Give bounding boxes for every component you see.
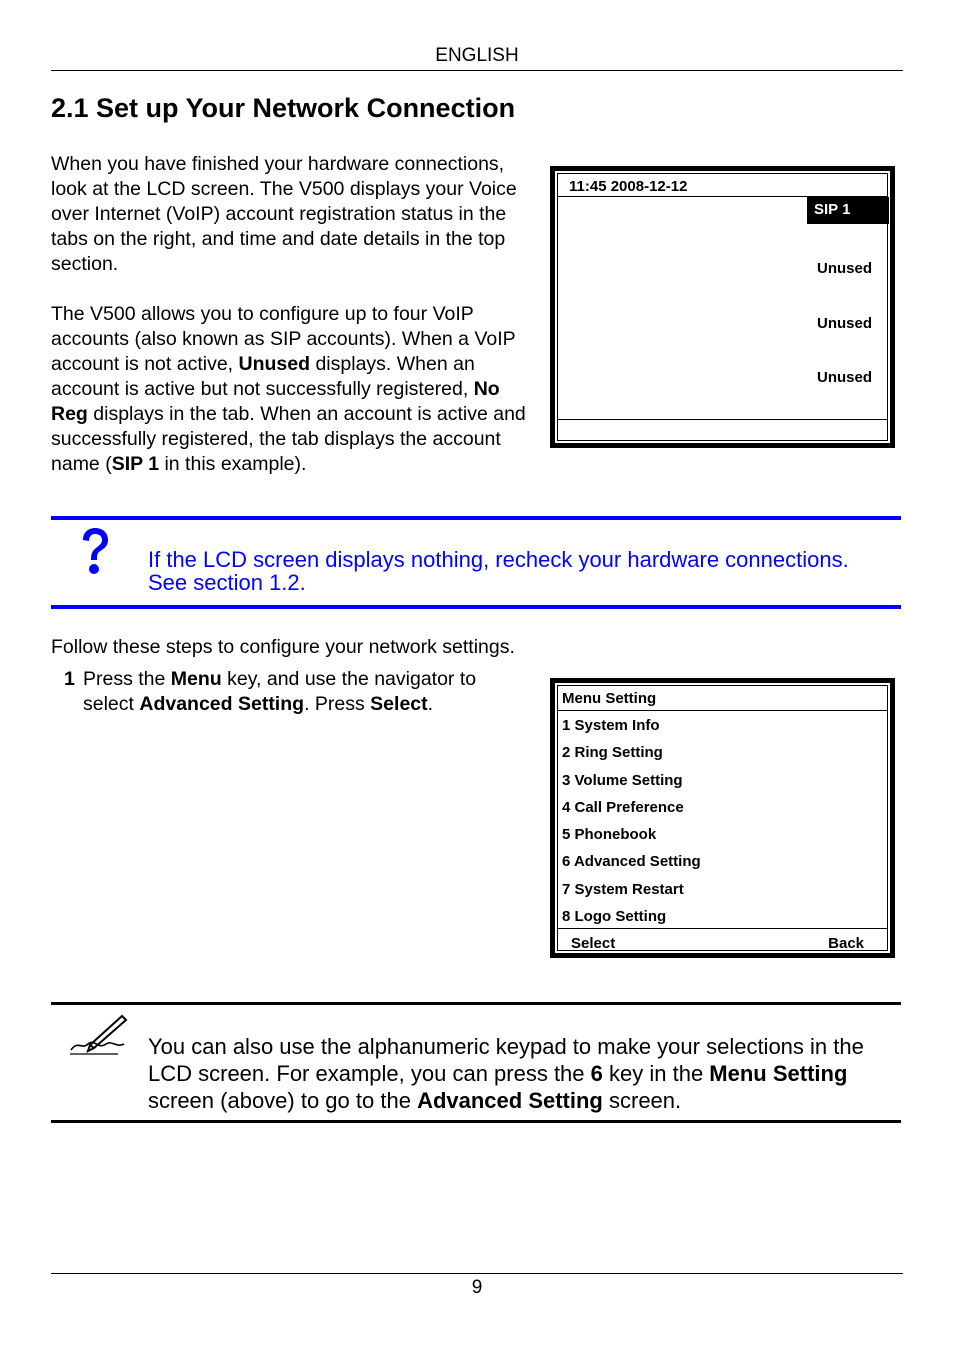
steps-intro: Follow these steps to configure your network settings.	[51, 636, 515, 658]
lcd-status-frame	[557, 173, 888, 441]
lcd-menu-screen	[550, 678, 895, 958]
note-rule-top	[51, 1002, 901, 1005]
menu-item-system-restart[interactable]: 7 System Restart	[562, 881, 684, 898]
lcd-menu-divider-bottom	[558, 928, 887, 929]
header-rule	[51, 70, 903, 71]
step-1-line-2: select Advanced Setting. Press Select.	[83, 693, 434, 715]
intro-paragraph-1: When you have finished your hardware connections, look at the LCD screen. The V500 displays your Voice over Internet (VoIP) account registration status in the tabs on the right, and time and date details in the top section.	[51, 153, 517, 275]
note-line-2: LCD screen. For example, you can press the 6 key in the Menu Setting	[148, 1061, 848, 1086]
footer-rule	[51, 1273, 903, 1274]
menu-item-logo-setting[interactable]: 8 Logo Setting	[562, 908, 667, 925]
lcd-menu-title: Menu Setting	[562, 690, 657, 707]
note-line-1: You can also use the alphanumeric keypad to make your selections in the	[148, 1034, 864, 1059]
intro-paragraph-2: The V500 allows you to configure up to four VoIP accounts (also known as SIP accounts). When a VoIP account is not active, Unused displays. When an account is active but not successfully registered, No Reg displays in the tab. When an account is active and successfully registered, the tab displays the account name (SIP 1 in this example).	[51, 303, 526, 475]
header-language: ENGLISH	[435, 45, 519, 66]
lcd-menu-frame	[557, 685, 888, 951]
pen-writing-icon	[68, 1014, 130, 1056]
softkey-back[interactable]: Back	[828, 935, 864, 952]
step-1-text	[83, 667, 543, 717]
lcd-menu-divider-top	[558, 710, 887, 711]
menu-item-ring-setting[interactable]: 2 Ring Setting	[562, 744, 663, 761]
note-text	[148, 1033, 908, 1114]
menu-item-system-info[interactable]: 1 System Info	[562, 717, 660, 734]
menu-item-phonebook[interactable]: 5 Phonebook	[562, 826, 657, 843]
lcd-tab-sip1: SIP 1	[814, 201, 851, 218]
tip-rule-bottom	[51, 605, 901, 609]
menu-item-call-preference[interactable]: 4 Call Preference	[562, 799, 684, 816]
tip-line-2: See section 1.2.	[148, 570, 306, 595]
step-1-line-1: Press the Menu key, and use the navigator to	[83, 668, 477, 690]
menu-item-advanced-setting[interactable]: 6 Advanced Setting	[562, 853, 701, 870]
section-title: 2.1 Set up Your Network Connection	[51, 93, 516, 123]
step-1-number: 1	[64, 668, 75, 690]
lcd-divider-bottom	[558, 419, 887, 420]
lcd-status-screen	[550, 166, 895, 448]
softkey-select[interactable]: Select	[571, 935, 616, 952]
lcd-tab-active	[807, 197, 889, 224]
menu-item-volume-setting[interactable]: 3 Volume Setting	[562, 772, 683, 789]
tip-line-1: If the LCD screen displays nothing, recheck your hardware connections.	[148, 547, 849, 572]
lcd-tab-unused-3: Unused	[816, 315, 872, 332]
lcd-tab-unused-2: Unused	[816, 260, 872, 277]
tip-rule-top	[51, 516, 901, 520]
page-number: 9	[471, 1277, 483, 1298]
lcd-tab-unused-4: Unused	[816, 369, 872, 386]
note-line-3: screen (above) to go to the Advanced Setting screen.	[148, 1088, 682, 1113]
note-rule-bottom	[51, 1120, 901, 1123]
question-icon	[78, 527, 112, 577]
lcd-datetime: 11:45 2008-12-12	[569, 178, 688, 195]
